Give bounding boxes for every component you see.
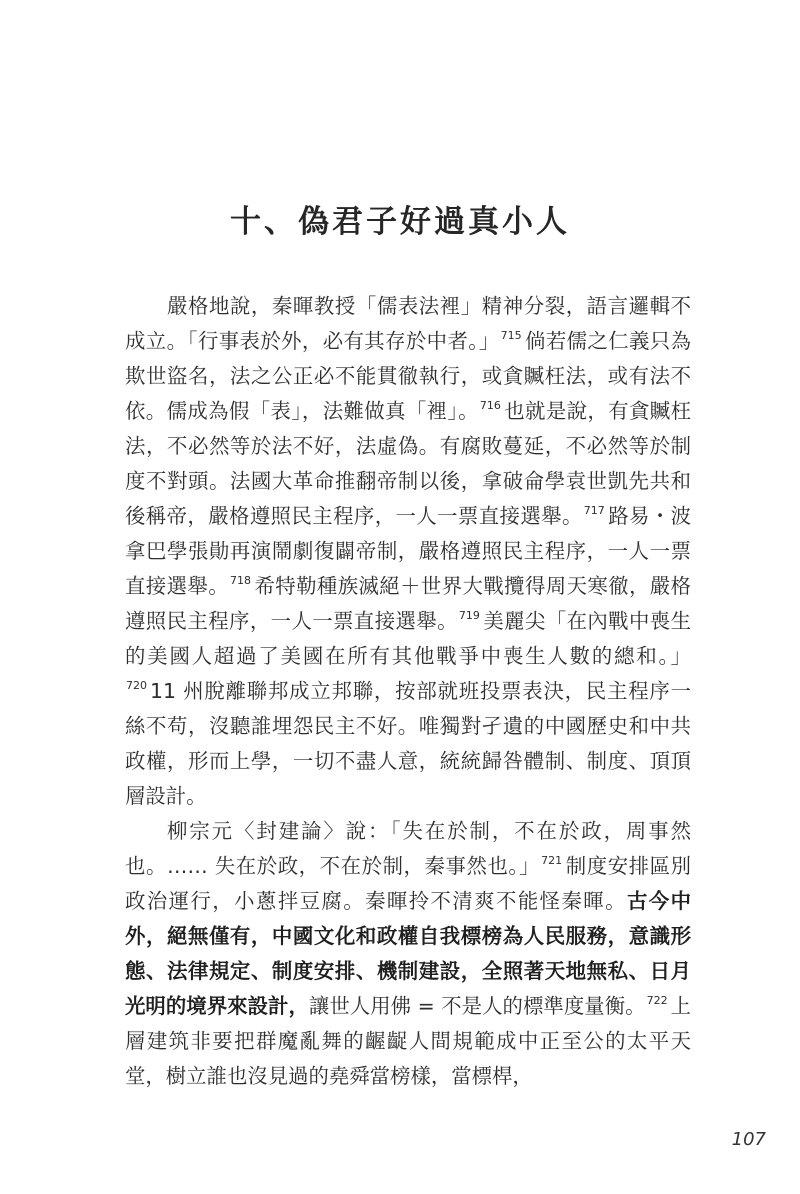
paragraph-1-text-3: 也就是說，有貪贓枉法，不必然等於法不好，法虛偽。有腐敗蔓延，不必然等於制度不對頭。法國大革命推翻帝制以後，拿破侖學袁世凱先共和後稱帝，嚴格遵照民主程序，一人一票直接選舉。	[125, 399, 691, 528]
footnote-ref-718[interactable]: 718	[230, 574, 252, 587]
footnote-ref-715[interactable]: 715	[500, 329, 522, 342]
paragraph-2-text-4: 上層建筑非要把群魔亂舞的齷齪人間規範成中正至公的太平天堂，樹立誰也沒見過的堯舜當榜樣，當標桿，	[125, 994, 692, 1088]
footnote-ref-716[interactable]: 716	[479, 399, 501, 412]
page-number: 107	[731, 1129, 766, 1150]
paragraph-2-bold-text: 古今中外，絕無僅有，中國文化和政權自我標榜為人民服務，意識形態、法律規定、制度安排、機制建設，全照著天地無私、日月光明的境界來設計，	[125, 889, 692, 1018]
paragraph-1-text-7: 11 州脫離聯邦成立邦聯，按部就班投票表決，民主程序一絲不苟，沒聽誰埋怨民主不好。唯獨對孑遺的中國歷史和中共政權，形而上學，一切不盡人意，統統歸咎體制、制度、頂頂層設計。	[125, 679, 691, 808]
paragraph-1-text-5: 希特勒種族滅絕＋世界大戰攬得周天寒徹，嚴格遵照民主程序，一人一票直接選舉。	[125, 574, 692, 633]
paragraph-1-text-2: 倘若儒之仁義只為欺世盜名，法之公正必不能貫徹執行，或貪贓枉法，或有法不依。儒成為假「表」，法難做真「裡」。	[125, 329, 691, 423]
body-text	[125, 289, 691, 1094]
paragraph-2	[125, 814, 691, 1094]
paragraph-2-text-1: 柳宗元〈封建論〉說：「失在於制，不在於政，周事然也。…… 失在於政，不在於制，秦事然也。」	[125, 819, 691, 878]
paragraph-1	[125, 289, 691, 814]
footnote-ref-722[interactable]: 722	[646, 994, 668, 1007]
paragraph-2-text-2: 制度安排區別政治運行，小蔥拌豆腐。秦暉拎不清爽不能怪秦暉。	[125, 854, 692, 913]
paragraph-1-text-6: 美麗尖「在內戰中喪生的美國人超過了美國在所有其他戰爭中喪生人數的總和。」	[125, 609, 691, 668]
paragraph-1-text-4: 路易・波拿巴學張勛再演鬧劇復闢帝制，嚴格遵照民主程序，一人一票直接選舉。	[125, 504, 692, 598]
footnote-ref-720[interactable]: 720	[126, 679, 147, 692]
chapter-title: 十、偽君子好過真小人	[230, 204, 570, 240]
paragraph-1-text-1: 嚴格地說，秦暉教授「儒表法裡」精神分裂，語言邏輯不成立。「行事表於外，必有其存於中者。」	[125, 294, 691, 353]
footnote-ref-721[interactable]: 721	[541, 854, 563, 867]
footnote-ref-717[interactable]: 717	[583, 504, 605, 517]
paragraph-2-text-3: 讓世人用佛 = 不是人的標準度量衡。	[308, 994, 646, 1018]
footnote-ref-719[interactable]: 719	[458, 609, 480, 622]
